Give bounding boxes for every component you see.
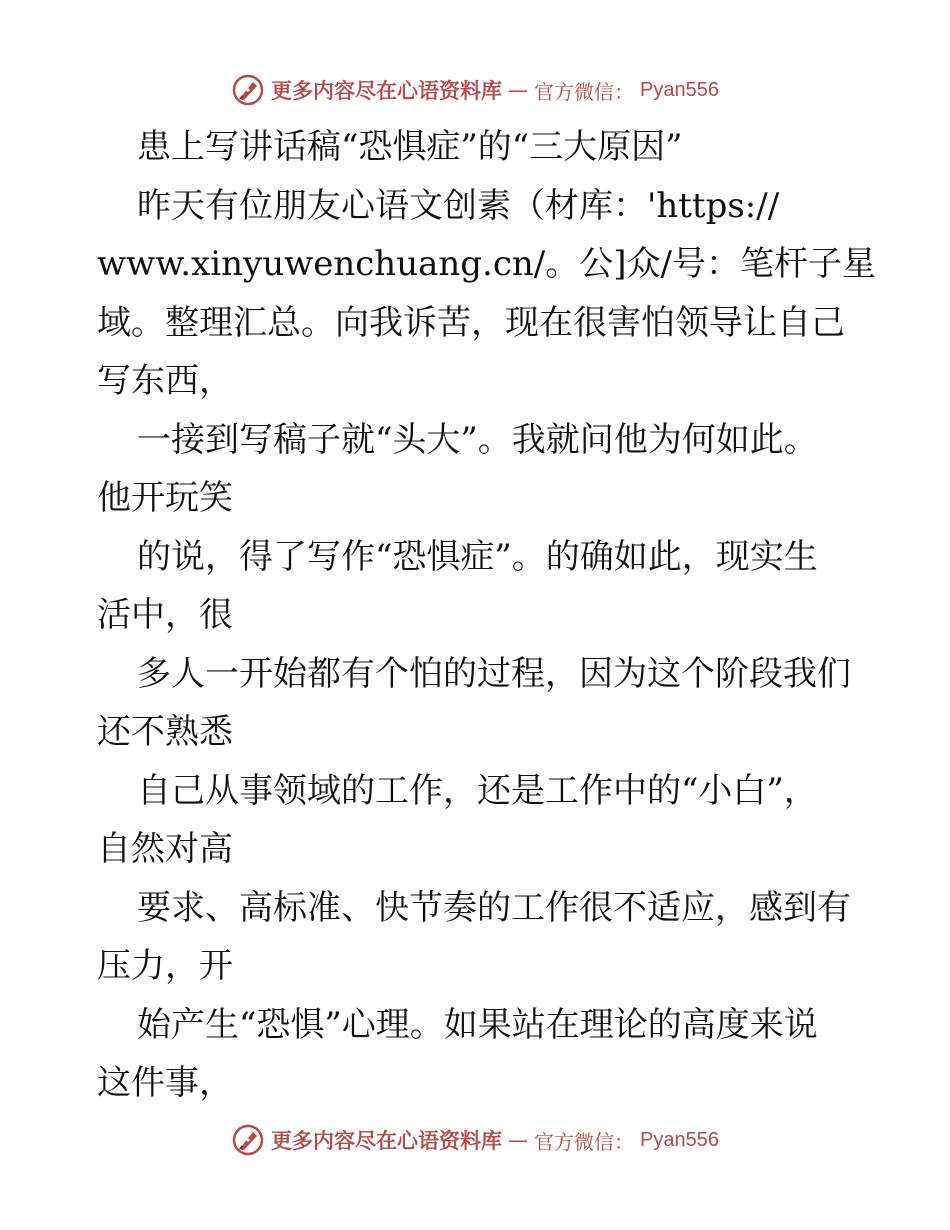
pen-nib-logo-icon bbox=[231, 1123, 265, 1157]
banner-account: Pyan556 bbox=[640, 1128, 719, 1151]
footer-banner bbox=[0, 1120, 950, 1160]
text-line: 始产生“恐惧”心理。如果站在理论的高度来说 bbox=[137, 1004, 818, 1045]
text-line: 的说，得了写作“恐惧症”。的确如此，现实生 bbox=[137, 536, 818, 577]
document-body bbox=[97, 118, 876, 1113]
text-line: 压力，开 bbox=[97, 946, 233, 986]
text-line: 写东西， bbox=[97, 361, 233, 401]
banner-wechat-label: 官方微信： bbox=[534, 79, 635, 104]
banner-wechat-label: 官方微信： bbox=[534, 1129, 635, 1154]
header-banner bbox=[0, 70, 950, 110]
banner-separator: — bbox=[508, 1128, 529, 1152]
text-line: 域。整理汇总。向我诉苦，现在很害怕领导让自己 bbox=[97, 302, 845, 343]
banner-separator: — bbox=[508, 78, 529, 102]
banner-brand: 更多内容尽在心语资料库 bbox=[271, 1128, 503, 1153]
text-line: 昨天有位朋友心语文创素（材库：'https:// bbox=[137, 185, 780, 226]
banner-account: Pyan556 bbox=[640, 78, 719, 101]
text-line: 自己从事领域的工作，还是工作中的“小白”， bbox=[137, 770, 818, 811]
text-line: 他开玩笑 bbox=[97, 478, 233, 518]
document-title: 患上写讲话稿“恐惧症”的“三大原因” bbox=[137, 127, 683, 167]
text-line: 还不熟悉 bbox=[97, 712, 233, 752]
text-line: 这件事， bbox=[97, 1063, 233, 1103]
text-line: 自然对高 bbox=[97, 829, 233, 869]
text-line: www.xinyuwenchuang.cn/。公]众/号：笔杆子星 bbox=[97, 244, 876, 284]
text-line: 活中，很 bbox=[97, 595, 233, 635]
text-line: 多人一开始都有个怕的过程，因为这个阶段我们 bbox=[137, 653, 851, 694]
banner-brand: 更多内容尽在心语资料库 bbox=[271, 78, 503, 103]
text-line: 一接到写稿子就“头大”。我就问他为何如此。 bbox=[137, 419, 818, 460]
text-line: 要求、高标准、快节奏的工作很不适应，感到有 bbox=[137, 887, 851, 928]
pen-nib-logo-icon bbox=[231, 73, 265, 107]
